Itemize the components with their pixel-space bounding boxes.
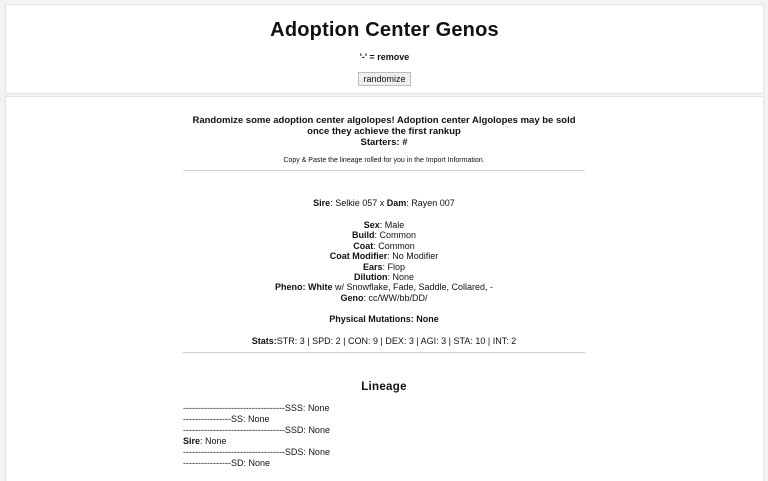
page-title: Adoption Center Genos: [270, 19, 499, 41]
trait-label: Sex: [363, 220, 380, 230]
lineage-row-sss: ----------------------------------SSS: None: [183, 403, 330, 414]
starters-line: [183, 137, 585, 148]
intro-text: [183, 115, 585, 148]
stats-line: [183, 336, 585, 347]
randomize-button[interactable]: randomize: [358, 72, 410, 86]
trait-label: Coat: [353, 240, 374, 251]
mutations-label: Physical Mutations:: [329, 314, 414, 325]
trait-value: Flop: [387, 261, 406, 272]
lineage-prefix: ----------------: [183, 414, 231, 425]
lineage-prefix: ----------------------------------: [183, 403, 285, 414]
remove-hint: '-' = remove: [359, 52, 410, 62]
trait-label: Dilution: [353, 272, 388, 283]
lineage-row-ss: ----------------SS: None: [183, 414, 270, 425]
sire-label: Sire: [313, 198, 331, 208]
trait-ears: Ears: Flop: [362, 261, 406, 272]
mutations-value: None: [416, 314, 439, 325]
trait-sex: Sex: Male: [363, 220, 405, 230]
lineage-title: Lineage: [361, 381, 407, 394]
trait-value: Common: [379, 230, 417, 241]
parents-line: Sire: Selkie 057 x Dam: Rayen 007: [313, 198, 455, 208]
dam-label: Dam: [386, 198, 407, 208]
copy-note: Copy & Paste the lineage rolled for you in the Import Information.: [283, 157, 485, 164]
trait-dilution: Dilution: None: [353, 272, 415, 283]
lineage-label: SSS: [284, 403, 303, 414]
traits-list: [183, 220, 585, 303]
trait-value: w/ Snowflake, Fade, Saddle, Collared, -: [334, 282, 494, 293]
trait-label: Pheno: [274, 282, 303, 293]
lineage-label: SD: [230, 458, 244, 469]
lineage-prefix: ----------------: [183, 458, 231, 469]
trait-pheno: Pheno: White w/ Snowflake, Fade, Saddle, Collared, -: [274, 282, 494, 293]
page-header: [5, 4, 764, 94]
lineage-value: None: [205, 436, 227, 447]
lineage-row-sds: ----------------------------------SDS: None: [183, 447, 330, 458]
trait-geno: Geno: cc/WW/bb/DD/: [340, 292, 428, 303]
lineage-row-sire: Sire: None: [183, 436, 227, 447]
trait-value: Common: [378, 240, 415, 251]
stats-label: Stats:: [251, 336, 277, 347]
lineage-row-ssd: ----------------------------------SSD: None: [183, 425, 330, 436]
trait-coat: Coat: Common: [353, 240, 415, 251]
result-panel: [183, 97, 585, 469]
starters-value: #: [402, 137, 408, 148]
trait-label: Build: [351, 230, 375, 241]
physical-mutations: [183, 314, 585, 325]
divider: [183, 352, 585, 353]
trait-value: Male: [384, 220, 405, 230]
cross-separator: x: [379, 198, 385, 208]
trait-label: Geno: [340, 292, 364, 303]
lineage-value: None: [308, 425, 330, 436]
intro-description: Randomize some adoption center algolopes! Adoption center Algolopes may be sold once they achieve the first rankup: [192, 115, 576, 137]
pheno-base-color: White: [307, 282, 333, 293]
lineage-list: [183, 403, 585, 469]
lineage-prefix: ----------------------------------: [183, 425, 285, 436]
lineage-label: Sire: [183, 436, 201, 447]
divider: [183, 170, 585, 171]
lineage-value: None: [248, 458, 270, 469]
main-content: [5, 96, 764, 481]
lineage-row-sd: ----------------SD: None: [183, 458, 270, 469]
trait-value: None: [392, 272, 415, 283]
lineage-value: None: [307, 403, 330, 414]
trait-build: Build: Common: [351, 230, 417, 241]
trait-label: Coat Modifier: [329, 251, 388, 262]
trait-coat-modifier: Coat Modifier: No Modifier: [329, 251, 439, 262]
dam-value: Rayen 007: [411, 198, 455, 208]
lineage-label: SSD: [284, 425, 304, 436]
lineage-label: SDS: [284, 447, 304, 458]
sire-value: Selkie 057: [335, 198, 378, 208]
starters-label: Starters:: [360, 137, 400, 148]
trait-value: cc/WW/bb/DD/: [368, 292, 428, 303]
lineage-label: SS: [230, 414, 243, 425]
lineage-value: None: [247, 414, 270, 425]
lineage-prefix: ----------------------------------: [183, 447, 285, 458]
trait-value: No Modifier: [392, 251, 439, 262]
lineage-value: None: [308, 447, 330, 458]
trait-label: Ears: [362, 261, 383, 272]
stats-value: STR: 3 | SPD: 2 | CON: 9 | DEX: 3 | AGI: 3 | STA: 10 | INT: 2: [276, 336, 517, 347]
